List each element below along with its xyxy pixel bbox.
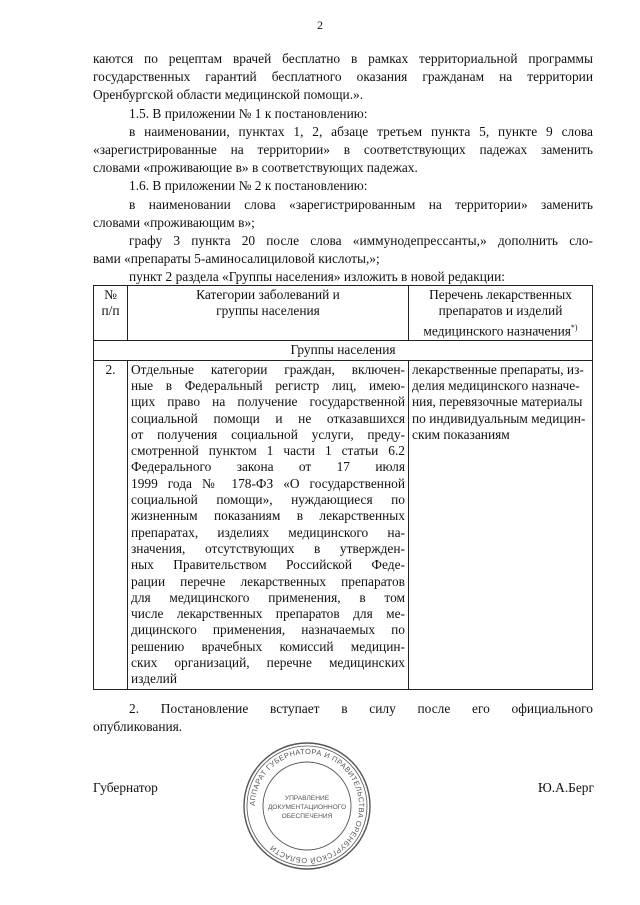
paragraph-line: Оренбургской области медицинской помощи.». bbox=[93, 87, 364, 103]
category-line: решению врачебных комиссий медицин- bbox=[131, 638, 405, 654]
group-label: Группы населения bbox=[94, 341, 593, 360]
category-line: Отдельные категории граждан, включен- bbox=[131, 361, 405, 377]
body-text-top bbox=[93, 50, 593, 287]
category-line: значения, отсутствующих в утвержден- bbox=[131, 540, 405, 556]
seal-ring-text: АППАРАТ ГУБЕРНАТОРА И ПРАВИТЕЛЬСТВА ОРЕНБУРГСКОЙ ОБЛАСТИ bbox=[247, 746, 367, 866]
paragraph-line: словами «проживающие в» в соответствующих падежах. bbox=[93, 160, 418, 176]
category-line: от получения социальной услуги, преду- bbox=[131, 426, 405, 442]
official-seal-stamp bbox=[241, 740, 373, 872]
drug-line: лекарственные препараты, из- bbox=[412, 361, 584, 377]
header-category-line2: группы населения bbox=[216, 303, 320, 319]
table-row bbox=[94, 360, 593, 689]
category-line: ные в Федеральный регистр лиц, имею- bbox=[131, 377, 405, 393]
category-line: социальной помощи и не отказавшихся bbox=[131, 410, 405, 426]
paragraph-line: 1.6. В приложении № 2 к постановлению: bbox=[129, 178, 368, 194]
category-line: изделий bbox=[131, 671, 177, 687]
header-category-line1: Категории заболеваний и bbox=[196, 287, 340, 302]
population-groups-table bbox=[93, 285, 593, 690]
header-number-line2: п/п bbox=[101, 303, 120, 319]
header-number-line1: № bbox=[104, 287, 117, 302]
drug-line: делия медицинского назначе- bbox=[412, 377, 580, 393]
paragraph-line: государственных гарантий бесплатного оказания гражданам на территории bbox=[93, 69, 593, 85]
paragraph-line: в наименовании, пунктах 1, 2, абзаце третьем пункта 5, пункте 9 слова bbox=[129, 123, 593, 139]
paragraph-line: 2. Постановление вступает в силу после его официального bbox=[129, 701, 593, 716]
paragraph-line: опубликования. bbox=[93, 719, 183, 735]
category-line: рации перечне лекарственных препаратов bbox=[131, 573, 405, 589]
closing-paragraph bbox=[93, 700, 593, 736]
category-line: ских организаций, перечне медицинских bbox=[131, 655, 405, 670]
seal-center-line1: УПРАВЛЕНИЕ bbox=[284, 795, 330, 802]
category-line: 1999 года № 178-ФЗ «О государственной bbox=[131, 475, 405, 491]
header-category bbox=[128, 286, 409, 341]
drug-line: ским показаниям bbox=[412, 426, 510, 442]
category-lines bbox=[131, 362, 405, 688]
paragraph-line: в наименовании слова «зарегистрированным на территории» заменить bbox=[129, 196, 593, 212]
header-number bbox=[94, 286, 128, 341]
paragraph-line: пункт 2 раздела «Группы населения» изложить в новой редакции: bbox=[129, 269, 505, 285]
category-line: дицинского применения, назначаемых по bbox=[131, 622, 405, 638]
header-drugs-line3: медицинского назначения bbox=[423, 323, 571, 339]
drug-lines bbox=[412, 362, 589, 443]
header-drugs bbox=[409, 286, 593, 341]
header-drugs-line2: препаратов и изделий bbox=[438, 303, 563, 319]
page-number: 2 bbox=[317, 18, 323, 32]
row-category bbox=[128, 360, 409, 689]
category-line: Федерального закона от 17 июля bbox=[131, 459, 405, 475]
header-drugs-line1: Перечень лекарственных bbox=[429, 287, 572, 302]
category-line: щих право на получение государственной bbox=[131, 394, 405, 410]
paragraph-line: словами «проживающим в»; bbox=[93, 214, 255, 230]
row-drugs bbox=[409, 360, 593, 689]
paragraph-line: вами «препараты 5-аминосалициловой кислоты,»; bbox=[93, 251, 380, 267]
group-row bbox=[94, 341, 593, 360]
category-line: числе лекарственных препаратов для ме- bbox=[131, 606, 405, 622]
table-header-row bbox=[94, 286, 593, 341]
drug-line: ния, перевязочные материалы bbox=[412, 394, 583, 410]
category-line: смотренной пунктом 1 части 1 статьи 6.2 bbox=[131, 443, 405, 459]
category-line: социальной помощи», нуждающиеся по bbox=[131, 492, 405, 508]
seal-center-line2: ДОКУМЕНТАЦИОННОГО bbox=[267, 804, 347, 811]
row-number: 2. bbox=[94, 360, 128, 689]
category-line: препаратах, изделиях медицинского на- bbox=[131, 524, 405, 540]
paragraph-line: каются по рецептам врачей бесплатно в рамках территориальной программы bbox=[93, 51, 593, 66]
paragraph-line: 1.5. В приложении № 1 к постановлению: bbox=[129, 105, 368, 121]
drug-line: по индивидуальным медицин- bbox=[412, 410, 586, 426]
paragraph-line: графу 3 пункта 20 после слова «иммунодепрессанты,» дополнить сло- bbox=[129, 233, 593, 249]
footnote-mark: *) bbox=[570, 322, 578, 332]
seal-center-line3: ОБЕСПЕЧЕНИЯ bbox=[281, 813, 333, 820]
category-line: ных Правительством Российской Феде- bbox=[131, 557, 405, 573]
signature-name: Ю.А.Берг bbox=[538, 780, 594, 795]
paragraph-line: «зарегистрированные на территории» в соответствующих падежах заменить bbox=[93, 142, 593, 158]
category-line: для медицинского применения, в том bbox=[131, 589, 405, 605]
signature-title: Губернатор bbox=[93, 780, 158, 795]
category-line: жизненным показаниям в лекарственных bbox=[131, 508, 405, 524]
